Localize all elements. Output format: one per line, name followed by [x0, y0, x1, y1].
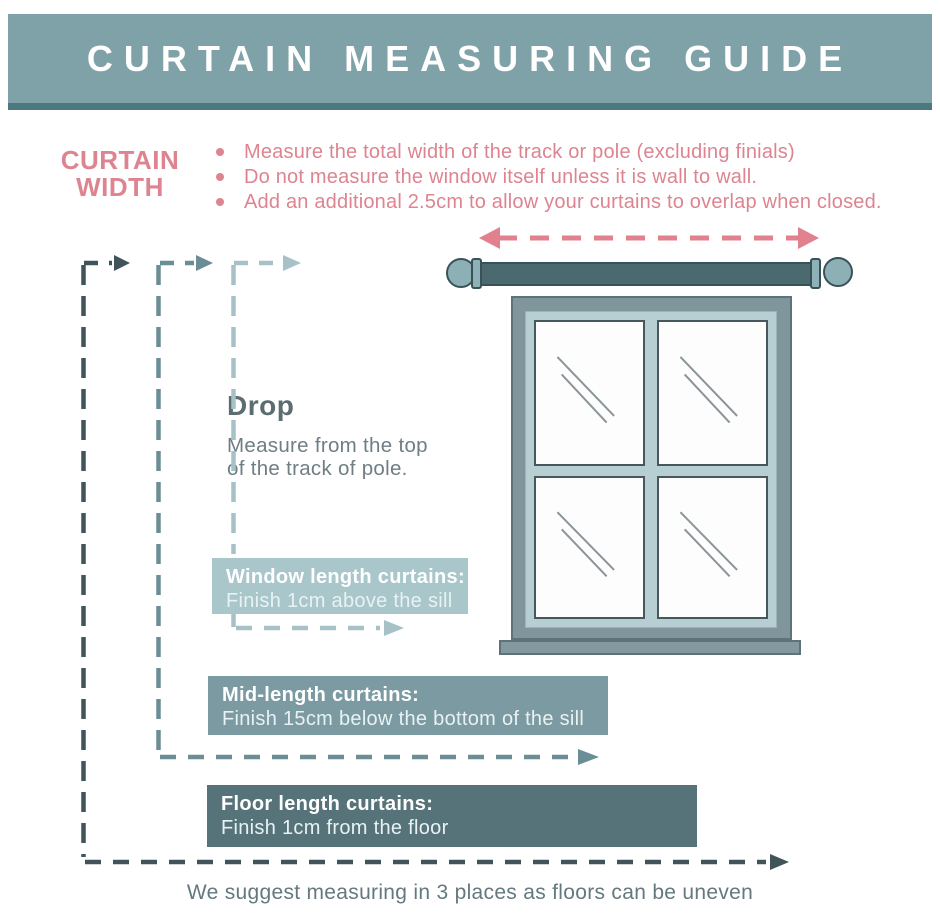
glass-reflection-icon [659, 322, 766, 464]
arrow-right-icon [384, 620, 404, 636]
arrow-right-icon [770, 854, 789, 870]
window-sill [499, 640, 801, 655]
window-pane [657, 476, 768, 619]
curtain-width-bullet-list [212, 140, 912, 215]
floor-length-title: Floor length curtains: [221, 793, 434, 815]
window-pane [534, 476, 645, 619]
floor-length-subtitle: Finish 1cm from the floor [221, 817, 449, 839]
bullet-dot-icon [216, 148, 224, 156]
arrow-right-icon [798, 227, 819, 249]
mid-length-subtitle: Finish 15cm below the bottom of the sill [222, 708, 585, 730]
floor-length-box [207, 785, 697, 847]
bullet-dot-icon [216, 198, 224, 206]
window-pane [534, 320, 645, 466]
curtain-width-label-line2: WIDTH [76, 172, 164, 202]
arrow-right-icon [196, 255, 213, 271]
pole-end-cap-right [810, 258, 821, 289]
glass-reflection-icon [659, 478, 766, 617]
drop-description-line2: of the track of pole. [227, 457, 408, 480]
drop-description [227, 434, 428, 480]
arrow-right-icon [578, 749, 599, 765]
list-item [212, 190, 912, 215]
arrow-right-icon [114, 255, 130, 271]
drop-heading: Drop [227, 390, 295, 421]
list-item [212, 165, 912, 190]
mid-length-title: Mid-length curtains: [222, 684, 420, 706]
bullet-text: Do not measure the window itself unless it is wall to wall. [244, 166, 758, 188]
bullet-text: Measure the total width of the track or pole (excluding finials) [244, 141, 795, 163]
mid-length-box [208, 676, 608, 735]
window-inner-frame [525, 311, 777, 628]
window-length-box [212, 558, 468, 614]
header-banner [8, 14, 932, 110]
list-item [212, 140, 912, 165]
window-pane [657, 320, 768, 466]
arrow-right-icon [283, 255, 301, 271]
window-length-title: Window length curtains: [226, 566, 465, 588]
window-length-subtitle: Finish 1cm above the sill [226, 590, 453, 612]
drop-description-line1: Measure from the top [227, 434, 428, 457]
page-title: CURTAIN MEASURING GUIDE [86, 37, 854, 79]
arrow-left-icon [479, 227, 500, 249]
curtain-width-label-line1: CURTAIN [60, 145, 180, 175]
bullet-dot-icon [216, 173, 224, 181]
footer-note: We suggest measuring in 3 places as floors can be uneven [186, 881, 754, 904]
curtain-pole [474, 262, 818, 286]
glass-reflection-icon [536, 322, 643, 464]
pole-finial-right [823, 257, 853, 287]
pole-end-cap-left [471, 258, 482, 289]
glass-reflection-icon [536, 478, 643, 617]
curtain-width-label [52, 147, 188, 201]
bullet-text: Add an additional 2.5cm to allow your curtains to overlap when closed. [244, 191, 882, 213]
width-measure-arrow [479, 227, 819, 249]
